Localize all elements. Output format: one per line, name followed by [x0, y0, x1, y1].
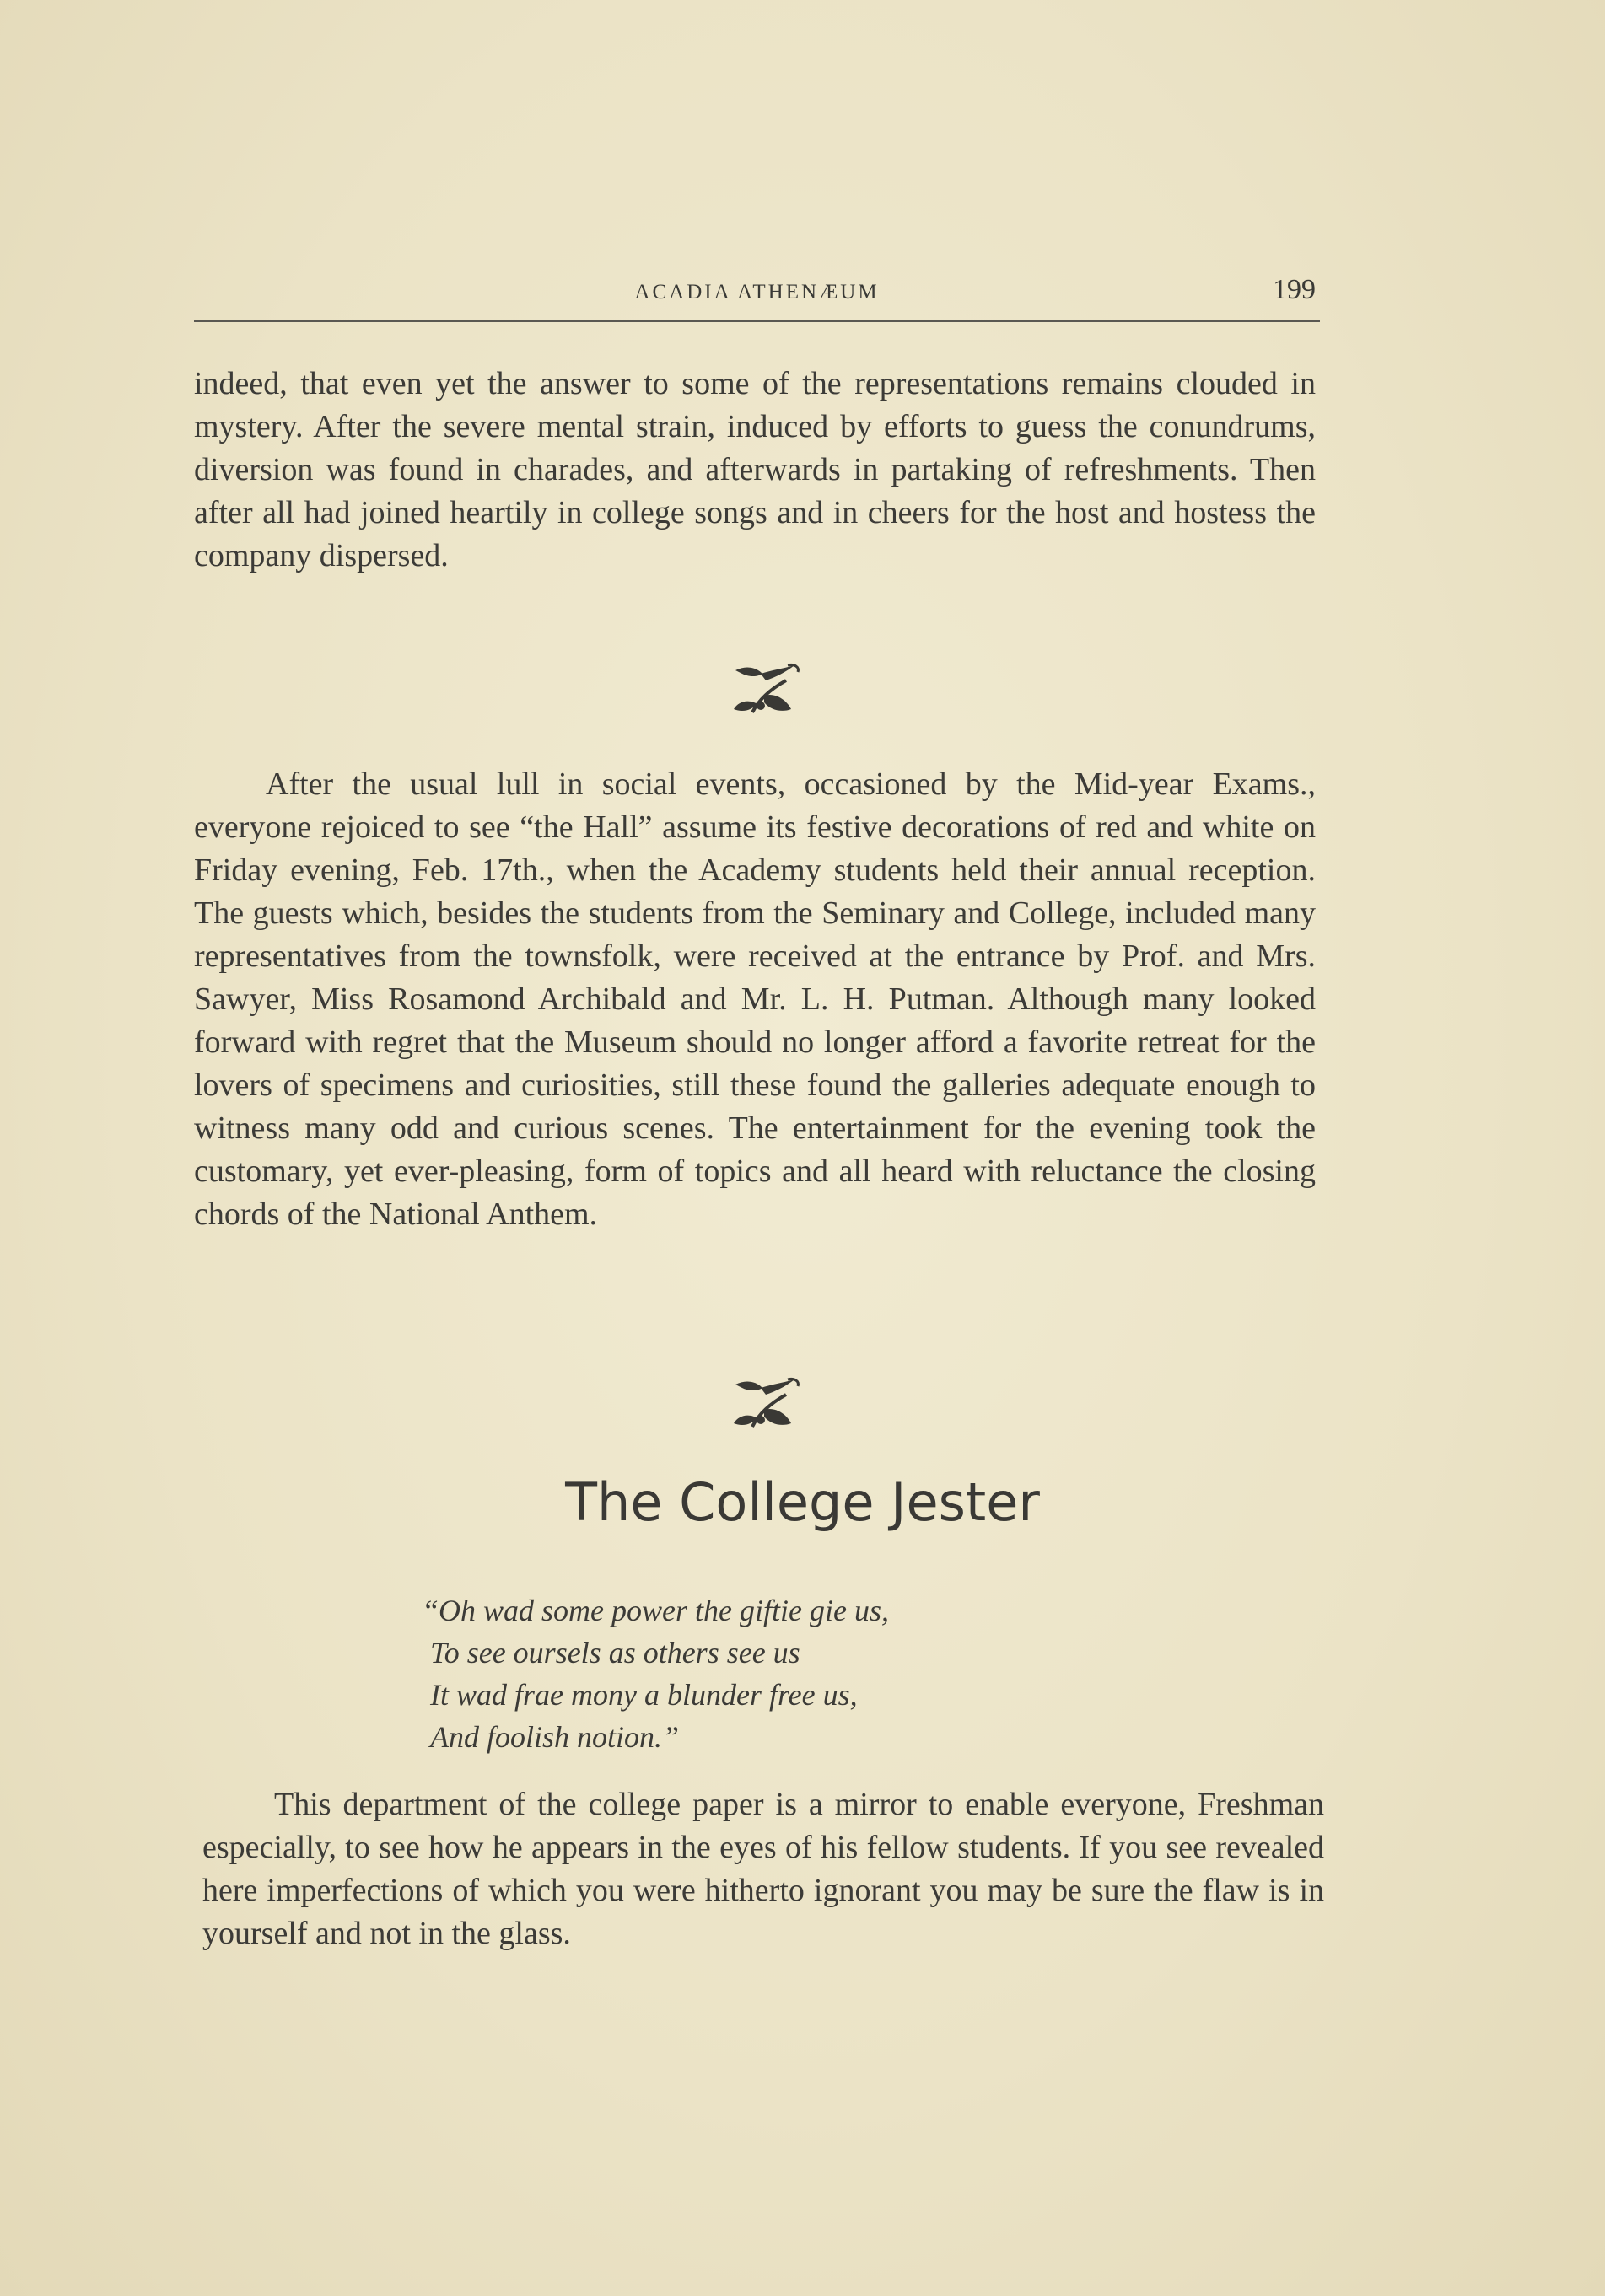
page-header [194, 274, 1320, 316]
fleuron-divider-icon [727, 1376, 803, 1435]
verse-line: It wad frae mony a blunder free us, [430, 1678, 858, 1712]
paragraph-conundrums: indeed, that even yet the answer to some of the representations remains clouded in mystery. After the severe mental strain, induced by efforts to guess the conundrums, diversion was found in charades, and afterwards in partaking of refreshments. Then after all had joined heartily in college songs and in cheers for the host and hostess the company dispersed. [194, 366, 1316, 573]
paragraph-academy-reception: After the usual lull in social events, occasioned by the Mid-year Exams., everyone rejoiced to see “the Hall” assume its festive decorations of red and white on Friday evening, Feb. 17th., when the Academy students held their annual reception. The guests which, besides the students from the Seminary and College, included many representatives from the townsfolk, were received at the entrance by Prof. and Mrs. Sawyer, Miss Rosamond Archibald and Mr. L. H. Putman. Although many looked forward with regret that the Museum should no longer afford a favorite retreat for the lovers of specimens and curiosities, still these found the galleries adequate enough to witness many odd and curious scenes. The entertainment for the evening took the customary, yet ever-pleasing, form of topics and all heard with reluctance the closing chords of the National Anthem. [194, 766, 1316, 1232]
header-rule [194, 320, 1320, 322]
running-title: ACADIA ATHENÆUM [634, 281, 880, 304]
fleuron-divider-icon [727, 662, 803, 721]
paragraph-department-mirror: This department of the college paper is a mirror to enable everyone, Freshman especially, to see how he appears in the eyes of his fellow students. If you see revealed here imperfections of which you were hitherto ignorant you may be sure the flaw is in yourself and not in the glass. [202, 1787, 1324, 1951]
verse-line: “Oh wad some power the giftie gie us, [422, 1594, 889, 1627]
epigraph-verse [422, 1589, 1181, 1758]
verse-line: To see oursels as others see us [430, 1636, 800, 1670]
section-title: The College Jester [565, 1471, 1040, 1533]
page-number: 199 [1273, 274, 1316, 305]
verse-line: And foolish notion.” [430, 1720, 680, 1754]
